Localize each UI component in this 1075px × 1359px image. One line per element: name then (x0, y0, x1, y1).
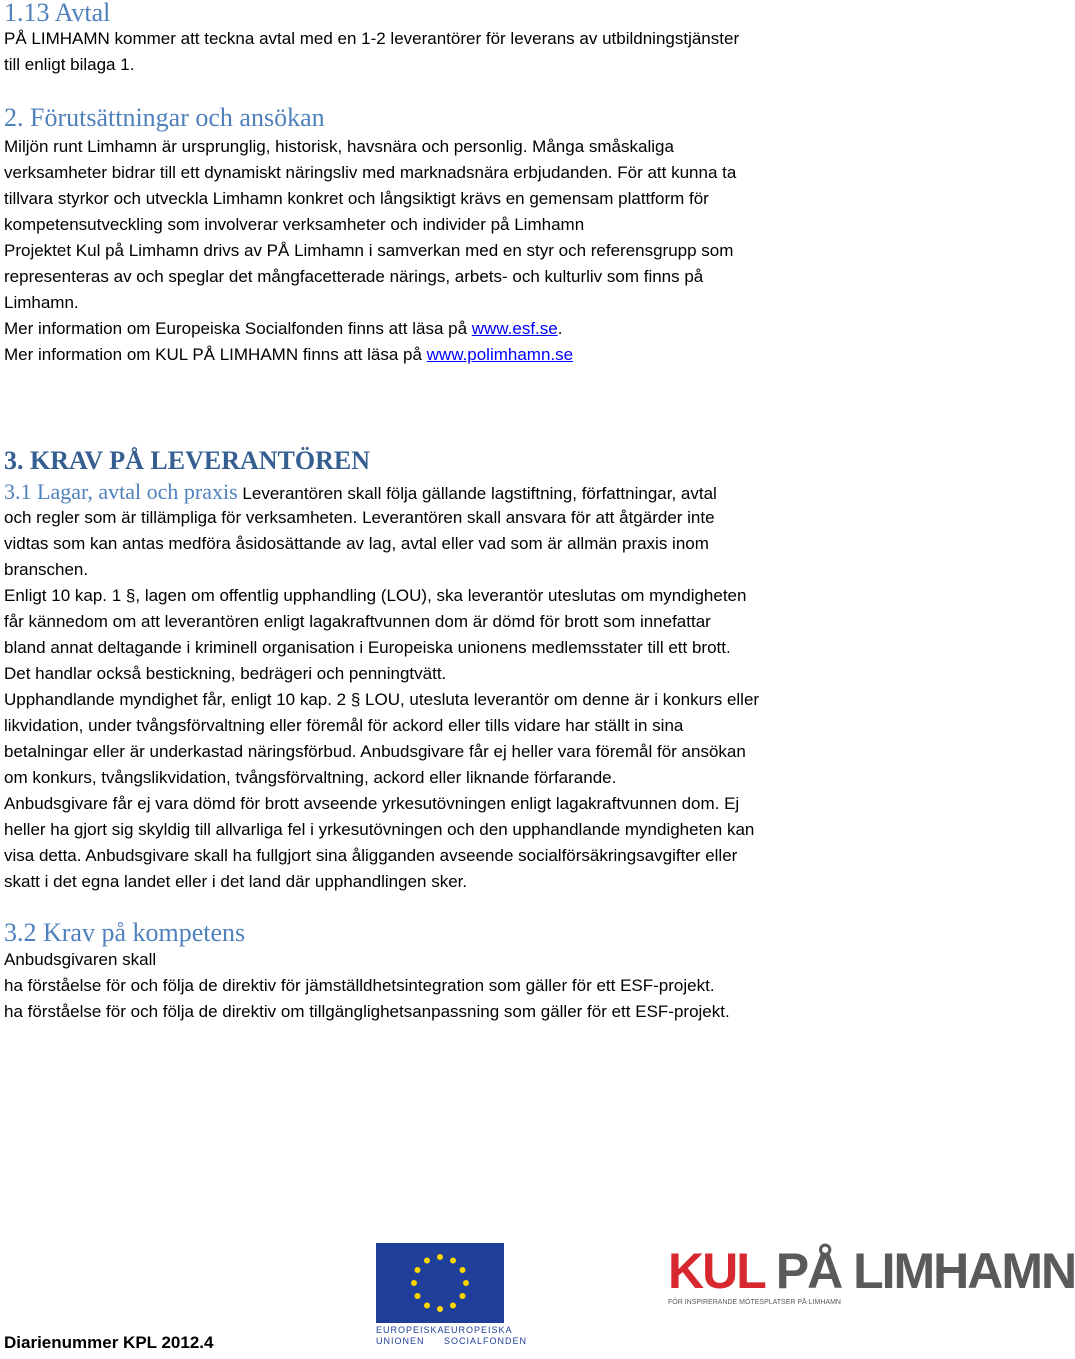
paragraph-line: Det handlar också bestickning, bedrägeri och penningtvätt. (4, 664, 447, 683)
paragraph-line: verksamheter bidrar till ett dynamiskt näringsliv med marknadsnära erbjudanden. För att kunna ta (4, 163, 737, 182)
paragraph-line: branschen. (4, 560, 89, 579)
kul-info-text: Mer information om KUL PÅ LIMHAMN finns att läsa på (4, 345, 427, 364)
paragraph-line: Limhamn. (4, 293, 79, 312)
kul-logo-limhamn: PÅ LIMHAMN (775, 1243, 1075, 1299)
paragraph-line: vidtas som kan antas medföra åsidosättande av lag, avtal eller vad som är allmän praxis inom (4, 534, 709, 553)
heading-3-1: 3.1 Lagar, avtal och praxis (4, 479, 238, 504)
paragraph-line: Upphandlande myndighet får, enligt 10 kap. 2 § LOU, utesluta leverantör om denne är i konkurs eller (4, 690, 760, 709)
paragraph-line: bland annat deltagande i kriminell organisation i Europeiska unionens medlemsstater till ett brott. (4, 638, 731, 657)
eu-logo (376, 1243, 528, 1355)
paragraph-line: Projektet Kul på Limhamn drivs av PÅ Limhamn i samverkan med en styr och referensgrupp som (4, 241, 734, 260)
polimhamn-link[interactable]: www.polimhamn.se (426, 345, 574, 364)
kul-info-line (4, 342, 573, 368)
paragraph-line: får kännedom om att leverantören enligt lagakraftvunnen dom är dömd för brott som innefattar (4, 612, 711, 631)
esf-link[interactable]: www.esf.se (471, 319, 558, 338)
paragraph-line: skatt i det egna landet eller i det land där upphandlingen sker. (4, 872, 468, 891)
paragraph-line: heller ha gjort sig skyldig till allvarliga fel i yrkesutövningen och den upphandlande myndigheten kan (4, 820, 755, 839)
heading-3-2: 3.2 Krav på kompetens (4, 918, 246, 947)
paragraph-line: till enligt bilaga 1. (4, 55, 135, 74)
kul-logo-kul: KUL (668, 1243, 776, 1299)
paragraph-line: Enligt 10 kap. 1 §, lagen om offentlig upphandling (LOU), ska leverantör uteslutas om myndigheten (4, 586, 747, 605)
paragraph-line: ha förståelse för och följa de direktiv för jämställdhetsintegration som gäller för ett ESF-projekt. (4, 976, 715, 995)
paragraph-line: tillvara styrkor och utveckla Limhamn konkret och långsiktigt krävs en gemensam plattform för (4, 189, 709, 208)
paragraph-line: PÅ LIMHAMN kommer att teckna avtal med en 1-2 leverantörer för leverans av utbildningstjänster (4, 29, 740, 48)
heading-2: 2. Förutsättningar och ansökan (4, 103, 325, 132)
paragraph-line: Anbudsgivaren skall (4, 950, 157, 969)
esf-info-line (4, 316, 562, 342)
paragraph-line: Anbudsgivare får ej vara dömd för brott avseende yrkesutövningen enligt lagakraftvunnen dom. Ej (4, 794, 740, 813)
paragraph-line: visa detta. Anbudsgivare skall ha fullgjort sina åligganden avseende socialförsäkringsavgifter eller (4, 846, 738, 865)
paragraph-line: kompetensutveckling som involverar verksamheter och individer på Limhamn (4, 215, 585, 234)
paragraph-line: ha förståelse för och följa de direktiv om tillgänglighetsanpassning som gäller för ett ESF-projekt. (4, 1002, 730, 1021)
kul-logo-wordmark (668, 1243, 1075, 1299)
kul-logo-tagline: FÖR INSPIRERANDE MÖTESPLATSER PÅ LIMHAMN (668, 1299, 841, 1306)
paragraph-line: likvidation, under tvångsförvaltning eller föremål för ackord eller tills vidare har ställt in sina (4, 716, 684, 735)
paragraph-line: representeras av och speglar det mångfacetterade närings, arbets- och kulturliv som finns på (4, 267, 704, 286)
eu-union-text: EUROPEISKA UNIONEN (376, 1325, 445, 1346)
diarienummer: Diarienummer KPL 2012.4 (4, 1333, 214, 1352)
paragraph-line (4, 479, 717, 507)
paragraph-line: och regler som är tillämpliga för verksamheten. Leverantören skall ansvara för att åtgärder inte (4, 508, 715, 527)
kul-pa-limhamn-logo (668, 1243, 1075, 1324)
esf-info-end: . (557, 319, 563, 338)
esf-info-text: Mer information om Europeiska Socialfonden finns att läsa på (4, 319, 472, 338)
paragraph-line: betalningar eller är underkastad näringsförbud. Anbudsgivare får ej heller vara föremål för ansökan (4, 742, 746, 761)
eu-logo-text (376, 1325, 528, 1347)
paragraph-line: Miljön runt Limhamn är ursprunglig, historisk, havsnära och personlig. Många småskaliga (4, 137, 674, 156)
paragraph-line: om konkurs, tvångslikvidation, tvångsförvaltning, ackord eller liknande förfarande. (4, 768, 617, 787)
eu-flag-icon (376, 1243, 504, 1323)
heading-1-13: 1.13 Avtal (4, 0, 111, 27)
paragraph-text: Leverantören skall följa gällande lagstiftning, författningar, avtal (237, 484, 717, 503)
eu-socialfund-text: EUROPEISKA SOCIALFONDEN (444, 1325, 528, 1346)
heading-3: 3. KRAV PÅ LEVERANTÖREN (4, 446, 370, 475)
